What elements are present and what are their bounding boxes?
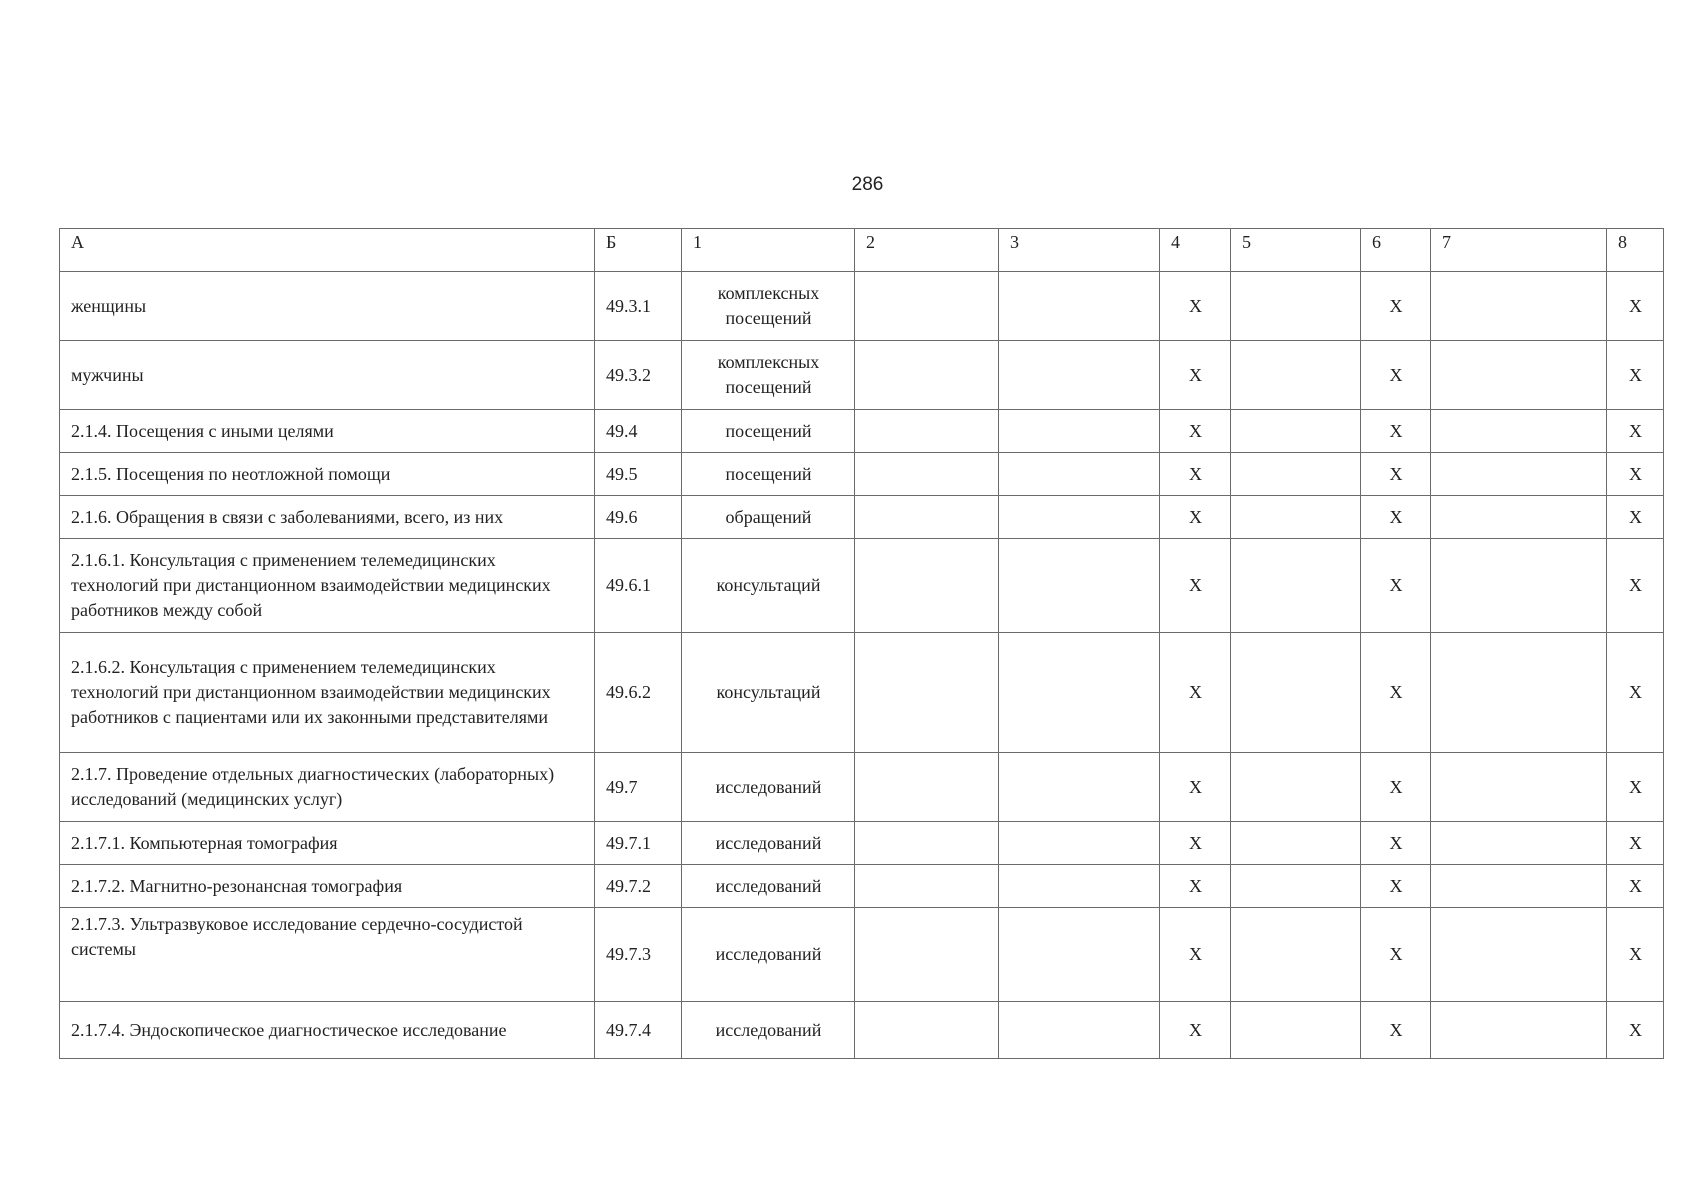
row-col3-cell [999,453,1160,496]
row-name-cell: 2.1.7.2. Магнитно-резонансная томография [60,865,595,908]
row-col7-cell [1431,908,1607,1002]
row-col6-cell: X [1361,865,1431,908]
row-col7-cell [1431,496,1607,539]
row-code-cell: 49.6.2 [595,633,682,753]
row-col3-cell [999,496,1160,539]
row-col2-cell [855,1002,999,1059]
row-code-cell: 49.6 [595,496,682,539]
row-col8-cell: X [1607,908,1664,1002]
row-code-cell: 49.7.4 [595,1002,682,1059]
row-col8-cell: X [1607,272,1664,341]
header-cell-1: 1 [682,229,855,272]
row-col6-cell: X [1361,908,1431,1002]
report-table [59,228,1664,1059]
header-cell-a: А [60,229,595,272]
table-row [60,753,1664,822]
row-col7-cell [1431,822,1607,865]
row-col5-cell [1231,341,1361,410]
row-col7-cell [1431,753,1607,822]
row-name-cell: 2.1.4. Посещения с иными целями [60,410,595,453]
row-col4-cell: X [1160,908,1231,1002]
row-unit-cell: консультаций [682,633,855,753]
row-name-cell: 2.1.7. Проведение отдельных диагностических (лабораторных) исследований (медицинских услуг) [60,753,595,822]
table-row [60,633,1664,753]
row-col6-cell: X [1361,272,1431,341]
row-col4-cell: X [1160,753,1231,822]
row-col7-cell [1431,341,1607,410]
table-row [60,496,1664,539]
row-col6-cell: X [1361,633,1431,753]
row-col8-cell: X [1607,1002,1664,1059]
header-cell-5: 5 [1231,229,1361,272]
row-col5-cell [1231,753,1361,822]
header-cell-2: 2 [855,229,999,272]
row-col7-cell [1431,539,1607,633]
table-row [60,410,1664,453]
row-name-cell: 2.1.6.2. Консультация с применением телемедицинских технологий при дистанционном взаимодействии медицинских работников с пациентами или их законными представителями [60,633,595,753]
row-col3-cell [999,341,1160,410]
row-col6-cell: X [1361,753,1431,822]
row-name-cell: 2.1.6. Обращения в связи с заболеваниями, всего, из них [60,496,595,539]
row-col8-cell: X [1607,865,1664,908]
header-cell-b: Б [595,229,682,272]
row-code-cell: 49.4 [595,410,682,453]
row-col5-cell [1231,272,1361,341]
row-unit-cell: исследований [682,822,855,865]
row-col5-cell [1231,1002,1361,1059]
row-name-cell: женщины [60,272,595,341]
row-unit-cell: исследований [682,753,855,822]
row-col3-cell [999,410,1160,453]
row-code-cell: 49.3.1 [595,272,682,341]
table-row [60,539,1664,633]
row-code-cell: 49.7.1 [595,822,682,865]
row-unit-cell: посещений [682,453,855,496]
row-code-cell: 49.7.2 [595,865,682,908]
row-col3-cell [999,272,1160,341]
header-cell-3: 3 [999,229,1160,272]
row-unit-cell: исследований [682,1002,855,1059]
header-cell-6: 6 [1361,229,1431,272]
row-col3-cell [999,753,1160,822]
row-code-cell: 49.6.1 [595,539,682,633]
row-col7-cell [1431,633,1607,753]
row-col7-cell [1431,1002,1607,1059]
row-col2-cell [855,410,999,453]
row-col3-cell [999,822,1160,865]
table-row [60,453,1664,496]
row-name-cell: 2.1.7.4. Эндоскопическое диагностическое исследование [60,1002,595,1059]
row-col5-cell [1231,633,1361,753]
row-col3-cell [999,1002,1160,1059]
row-col2-cell [855,865,999,908]
row-col4-cell: X [1160,633,1231,753]
row-col4-cell: X [1160,272,1231,341]
row-col6-cell: X [1361,822,1431,865]
row-col2-cell [855,908,999,1002]
row-code-cell: 49.7.3 [595,908,682,1002]
row-col3-cell [999,633,1160,753]
row-col4-cell: X [1160,453,1231,496]
row-col2-cell [855,496,999,539]
header-cell-8: 8 [1607,229,1664,272]
row-col8-cell: X [1607,341,1664,410]
row-col8-cell: X [1607,496,1664,539]
table-row [60,865,1664,908]
row-col8-cell: X [1607,822,1664,865]
page-number: 286 [851,174,884,195]
row-col3-cell [999,539,1160,633]
row-col6-cell: X [1361,341,1431,410]
row-col4-cell: X [1160,496,1231,539]
row-col5-cell [1231,865,1361,908]
row-col2-cell [855,539,999,633]
row-col2-cell [855,341,999,410]
row-unit-cell: комплексных посещений [682,341,855,410]
table-row [60,1002,1664,1059]
row-col7-cell [1431,865,1607,908]
row-col4-cell: X [1160,539,1231,633]
row-col6-cell: X [1361,539,1431,633]
row-col6-cell: X [1361,496,1431,539]
row-unit-cell: комплексных посещений [682,272,855,341]
row-col5-cell [1231,822,1361,865]
row-name-cell: 2.1.7.1. Компьютерная томография [60,822,595,865]
row-col4-cell: X [1160,410,1231,453]
table-row [60,272,1664,341]
table-row [60,908,1664,1002]
row-col2-cell [855,453,999,496]
row-name-cell: 2.1.6.1. Консультация с применением телемедицинских технологий при дистанционном взаимодействии медицинских работников между собой [60,539,595,633]
row-col5-cell [1231,453,1361,496]
header-cell-7: 7 [1431,229,1607,272]
row-name-cell: 2.1.5. Посещения по неотложной помощи [60,453,595,496]
row-code-cell: 49.3.2 [595,341,682,410]
row-col7-cell [1431,272,1607,341]
row-col8-cell: X [1607,453,1664,496]
table-row [60,822,1664,865]
row-col2-cell [855,822,999,865]
row-col2-cell [855,633,999,753]
row-col8-cell: X [1607,410,1664,453]
row-col7-cell [1431,410,1607,453]
row-col2-cell [855,753,999,822]
row-col6-cell: X [1361,1002,1431,1059]
row-code-cell: 49.5 [595,453,682,496]
row-name-cell: мужчины [60,341,595,410]
row-col4-cell: X [1160,1002,1231,1059]
row-col5-cell [1231,908,1361,1002]
row-col8-cell: X [1607,539,1664,633]
row-col8-cell: X [1607,753,1664,822]
row-col5-cell [1231,410,1361,453]
header-cell-4: 4 [1160,229,1231,272]
row-unit-cell: обращений [682,496,855,539]
row-col4-cell: X [1160,822,1231,865]
table-header-row [60,229,1664,272]
row-name-cell: 2.1.7.3. Ультразвуковое исследование сердечно-сосудистой системы [60,908,595,1002]
row-col2-cell [855,272,999,341]
row-col3-cell [999,908,1160,1002]
row-unit-cell: посещений [682,410,855,453]
row-col5-cell [1231,496,1361,539]
row-col3-cell [999,865,1160,908]
row-code-cell: 49.7 [595,753,682,822]
row-col6-cell: X [1361,410,1431,453]
row-col4-cell: X [1160,865,1231,908]
row-unit-cell: исследований [682,908,855,1002]
row-col4-cell: X [1160,341,1231,410]
table-row [60,341,1664,410]
row-col7-cell [1431,453,1607,496]
row-col6-cell: X [1361,453,1431,496]
row-col5-cell [1231,539,1361,633]
row-col8-cell: X [1607,633,1664,753]
row-unit-cell: консультаций [682,539,855,633]
row-unit-cell: исследований [682,865,855,908]
